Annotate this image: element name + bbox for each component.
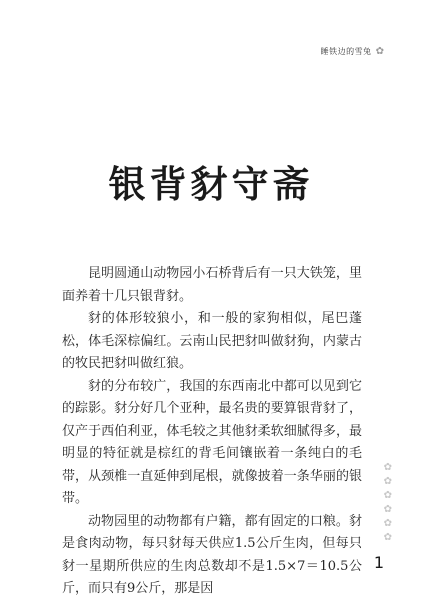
paragraph: 昆明圆通山动物园小石桥背后有一只大铁笼，里面养着十几只银背豺。 [62,266,362,304]
side-flower-ornaments [384,463,392,543]
paragraph: 动物园里的动物都有户籍，都有固定的口粮。豺是食肉动物，每只豺每天供应1.5公斤生肉，但每只豺一星期所供应的生肉总数却不是1.5×7＝10.5公斤，而只有9公斤，那是因 [62,513,362,596]
body-text [62,263,362,600]
flower-ornament-icon: ✿ [383,462,392,473]
flower-ornament-icon: ✿ [383,518,392,529]
flower-ornament-icon: ✿ [383,490,392,501]
flower-ornament-icon: ✿ [383,532,392,543]
running-header-title: 睡铁边的雪兔 [320,47,372,56]
chapter-title: 银背豺守斋 [108,162,314,206]
flower-ornament-icon: ✿ [383,504,392,515]
paragraph: 豺的体形较狼小，和一般的家狗相似，尾巴蓬松，体毛深棕偏红。云南山民把豺叫做豺狗，内蒙古的牧民把豺叫做红狼。 [62,311,362,371]
page-number: 1 [373,553,384,572]
flower-ornament-icon: ✿ [375,45,384,57]
flower-ornament-icon: ✿ [383,476,392,487]
paragraph: 豺的分布较广，我国的东西南北中都可以见到它的踪影。豺分好几个亚种，最名贵的要算银背豺了，仅产于西伯利亚，体毛较之其他豺柔软细腻得多，最明显的特征就是棕红的背毛间镶嵌着一条纯白的毛带，从颈椎一直延伸到尾根，就像披着一条华丽的银带。 [62,378,362,506]
running-header [321,46,384,57]
